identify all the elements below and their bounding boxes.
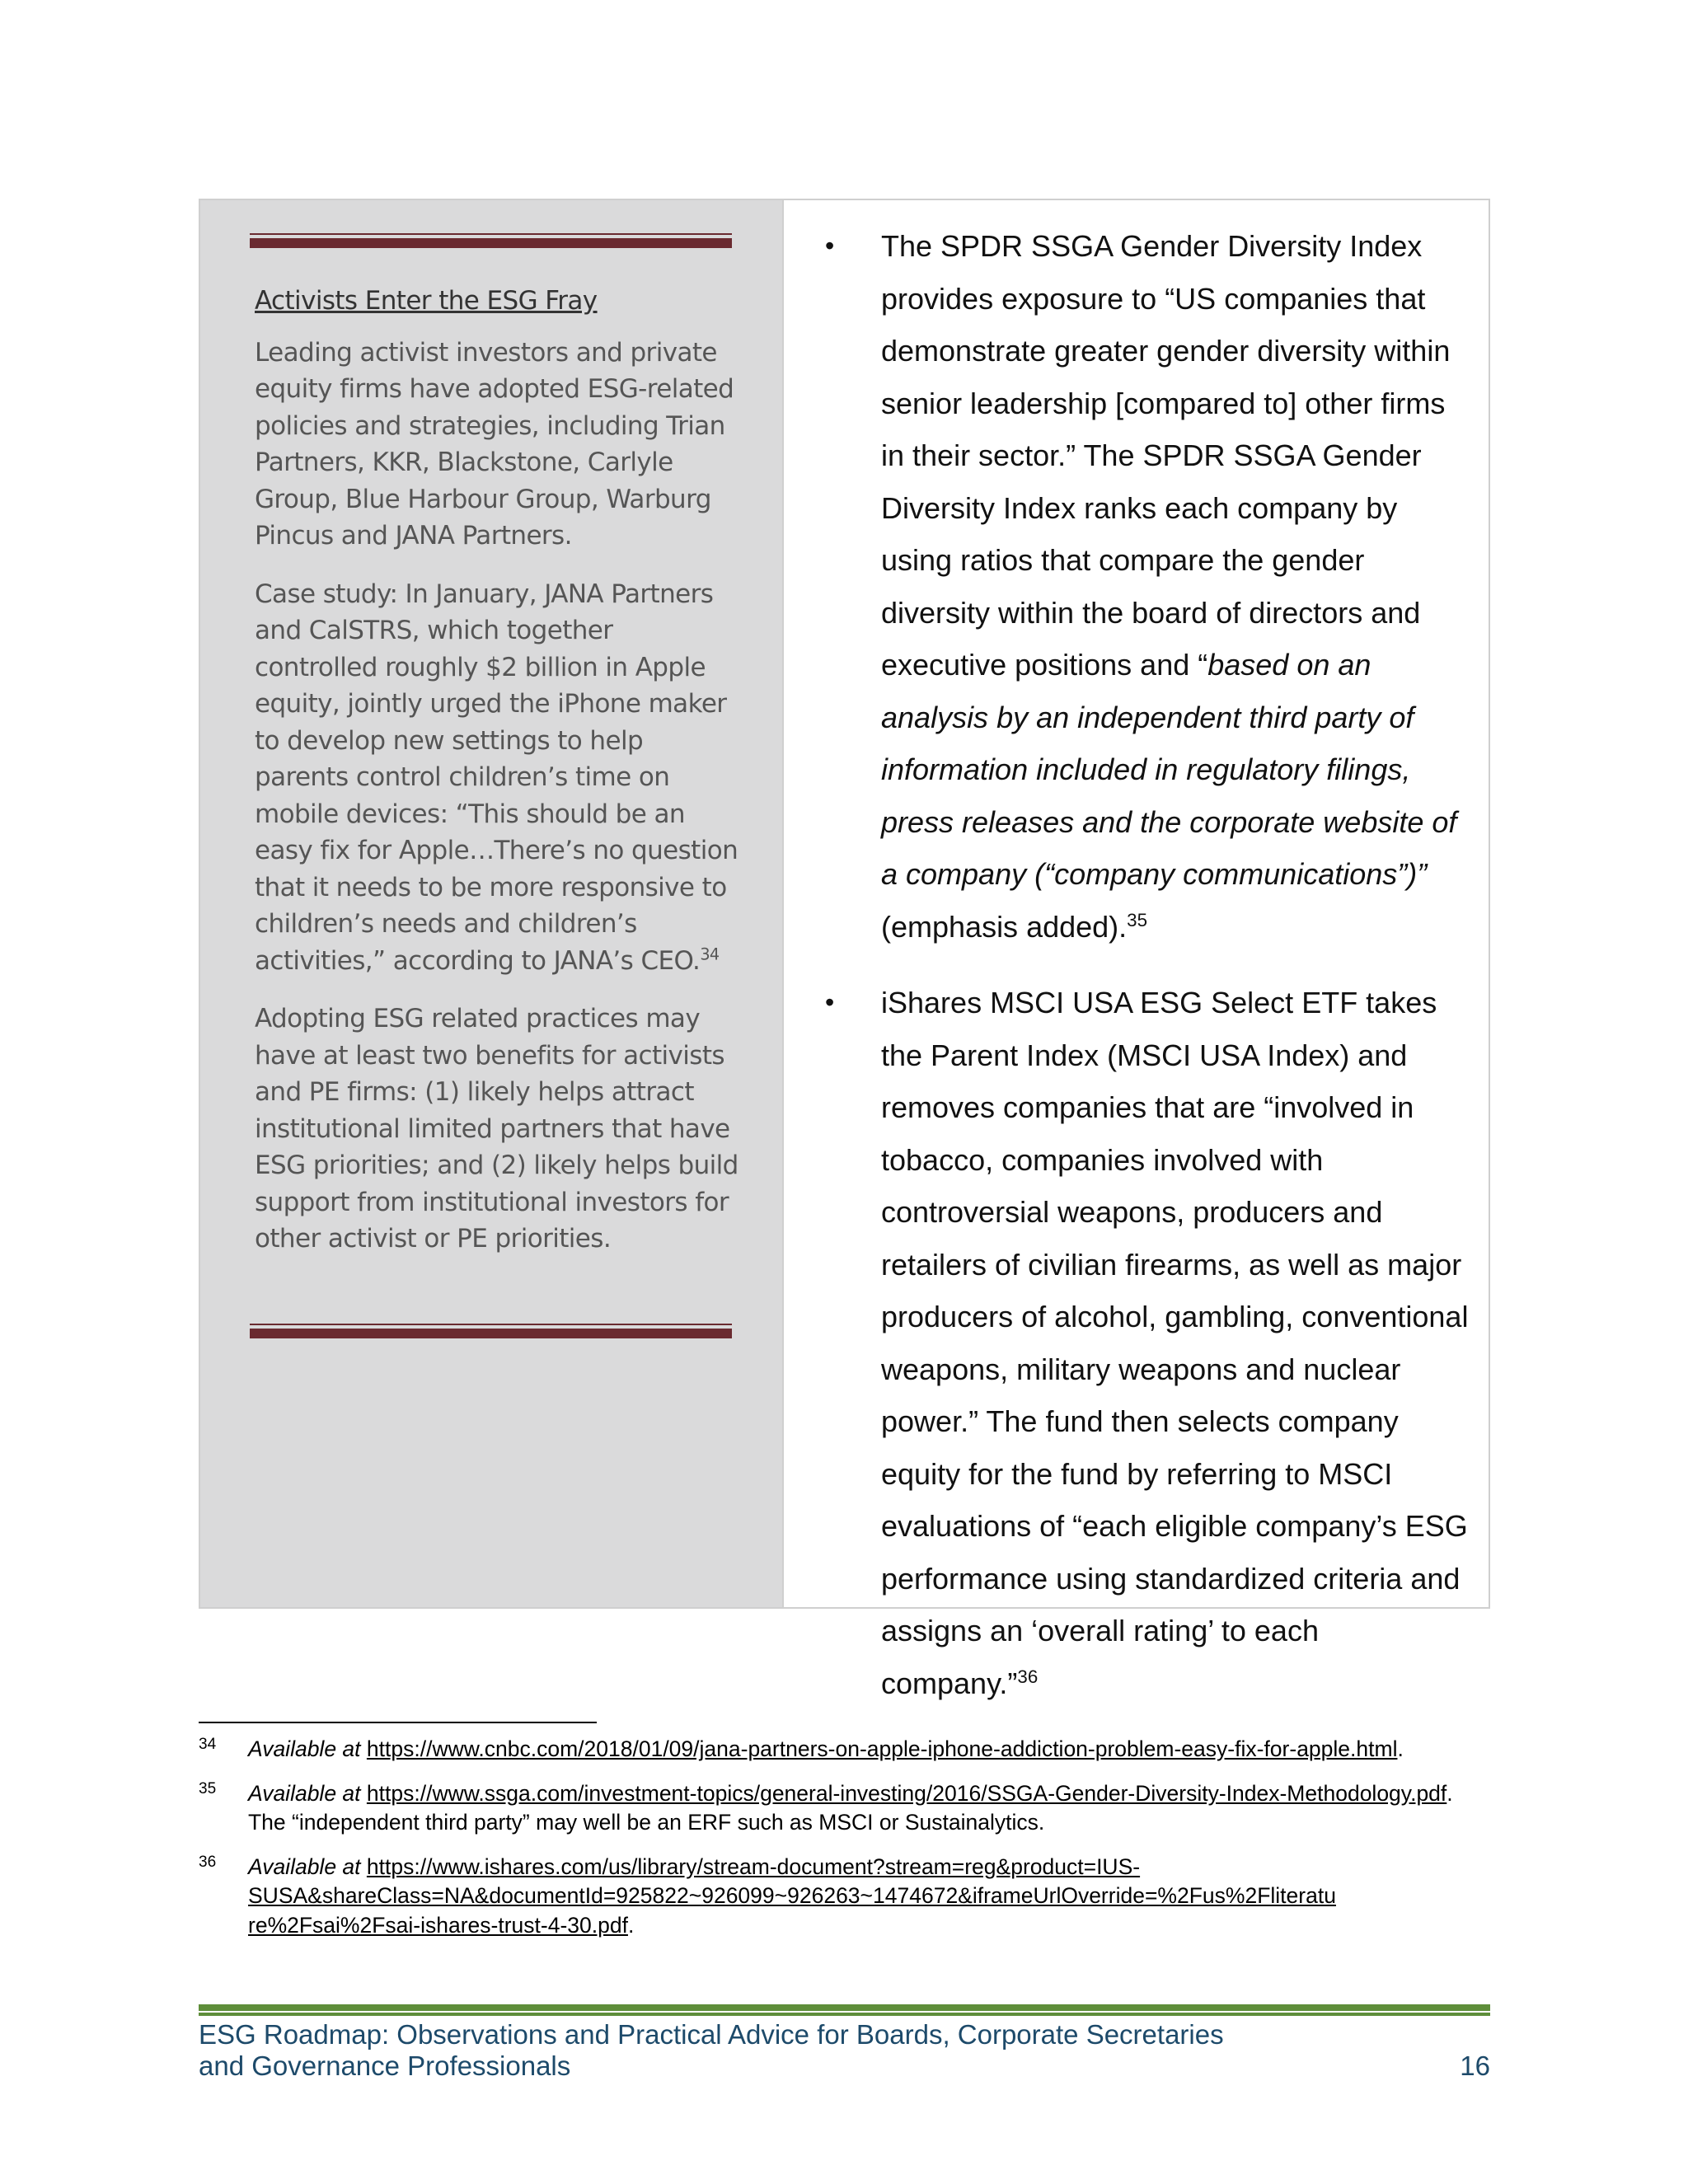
bullet-icon: • xyxy=(825,987,835,1017)
footer-title-line-1: ESG Roadmap: Observations and Practical Advice for Boards, Corporate Secretaries xyxy=(199,2019,1224,2050)
bullet-item-gender-diversity xyxy=(792,220,1476,953)
footnote-ref-35[interactable]: 35 xyxy=(1127,909,1147,930)
bullet-item-ishares xyxy=(792,977,1476,1709)
sidebar-paragraph-1: Leading activist investors and private equity firms have adopted ESG-related policies and strategies, including Trian Partners, KKR, Blackstone, Carlyle Group, Blue Harbour Group, Warburg Pincus and JANA Partners. xyxy=(255,337,734,551)
footnote-lead: Available at xyxy=(248,1736,361,1761)
footnote-lead: Available at xyxy=(248,1780,361,1806)
footnote-link[interactable]: https://www.ssga.com/investment-topics/general-investing/2016/SSGA-Gender-Diversity-Index-Methodology.pdf xyxy=(366,1780,1447,1806)
main-column xyxy=(792,220,1476,1733)
sidebar-top-rule xyxy=(250,233,732,246)
sidebar-bottom-rule xyxy=(250,1324,732,1337)
footnote-tail: . The “independent third party” may well be an ERF such as MSCI or Sustainalytics. xyxy=(248,1780,1453,1835)
footnote-lead: Available at xyxy=(248,1854,361,1879)
bullet-icon: • xyxy=(825,231,835,260)
footnote-34 xyxy=(199,1735,1490,1765)
footnote-35 xyxy=(199,1779,1490,1838)
sidebar-content xyxy=(255,283,741,1279)
sidebar-paragraph-2 xyxy=(255,576,741,980)
footnote-ref-34[interactable]: 34 xyxy=(700,944,720,964)
bullet-1-text: The SPDR SSGA Gender Diversity Index provides exposure to “US companies that demonstrate greater gender diversity within senior leadership [compared to] other firms in their sector.” The SPDR SSGA Gender Diversity Index ranks each company by using ratios that compare the gender diversity within the board of directors and executive positions and “ xyxy=(881,229,1451,682)
footnote-ref-36[interactable]: 36 xyxy=(1017,1666,1039,1687)
footnote-number: 35 xyxy=(199,1779,217,1797)
content-box xyxy=(199,199,1490,1700)
footer-rule xyxy=(199,2004,1490,2011)
footer-title-line-2: and Governance Professionals xyxy=(199,2050,571,2081)
bullet-text xyxy=(881,220,1476,953)
bullet-1-tail: (emphasis added). xyxy=(881,909,1128,944)
footnote-number: 34 xyxy=(199,1736,217,1753)
bullet-2-text: iShares MSCI USA ESG Select ETF takes the Parent Index (MSCI USA Index) and removes companies that are “involved in tobacco, companies involved with controversial weapons, producers and retailers of civilian firearms, as well as major producers of alcohol, gambling, conventional weapons, military weapons and nuclear power.” The fund then selects company equity for the fund by referring to MSCI evaluations of “each eligible company’s ESG performance using standardized criteria and assigns an ‘overall rating’ to each company.” xyxy=(881,986,1469,1700)
footnote-link[interactable]: https://www.cnbc.com/2018/01/09/jana-partners-on-apple-iphone-addiction-problem-easy-fix-for-apple.html xyxy=(366,1736,1398,1761)
sidebar-title: Activists Enter the ESG Fray xyxy=(255,286,598,316)
footer-rule-thin xyxy=(199,2013,1490,2016)
footnotes xyxy=(199,1735,1490,1955)
footnote-36 xyxy=(199,1853,1490,1941)
bullet-1-italic: based on an analysis by an independent third party of information included in regulatory filings, press releases and the corporate website of a company (“company communications”)” xyxy=(881,648,1457,891)
bullet-text xyxy=(881,977,1476,1709)
page-footer xyxy=(199,2019,1490,2082)
page-number: 16 xyxy=(1460,2050,1490,2081)
footnote-tail: . xyxy=(1397,1736,1404,1761)
footnote-tail: . xyxy=(627,1912,635,1938)
sidebar-paragraph-3: Adopting ESG related practices may have at least two benefits for activists and PE firms: (1) likely helps attract institutional limited partners that have ESG priorities; and (2) likely helps build support from institutional investors for other activist or PE priorities. xyxy=(255,1004,738,1254)
sidebar-paragraph-2-text: Case study: In January, JANA Partners and CalSTRS, which together controlled roughly $2 billion in Apple equity, jointly urged the iPhone maker to develop new settings to help parents control children’s time on mobile devices: “This should be an easy fix for Apple…There’s no question that it needs to be more responsive to children’s needs and children’s activities,” according to JANA’s CEO. xyxy=(255,579,738,976)
footnote-number: 36 xyxy=(199,1853,217,1871)
footnote-link[interactable]: https://www.ishares.com/us/library/stream-document?stream=reg&product=IUS-SUSA&shareClass=NA&documentId=925822~926099~926263~1474672&iframeUrlOverride=%2Fus%2Fliteratu re%2Fsai%2Fsai-ishares-trust-4-30.pdf xyxy=(248,1854,1336,1938)
footnote-separator xyxy=(199,1722,597,1723)
sidebar-panel xyxy=(200,200,784,1607)
